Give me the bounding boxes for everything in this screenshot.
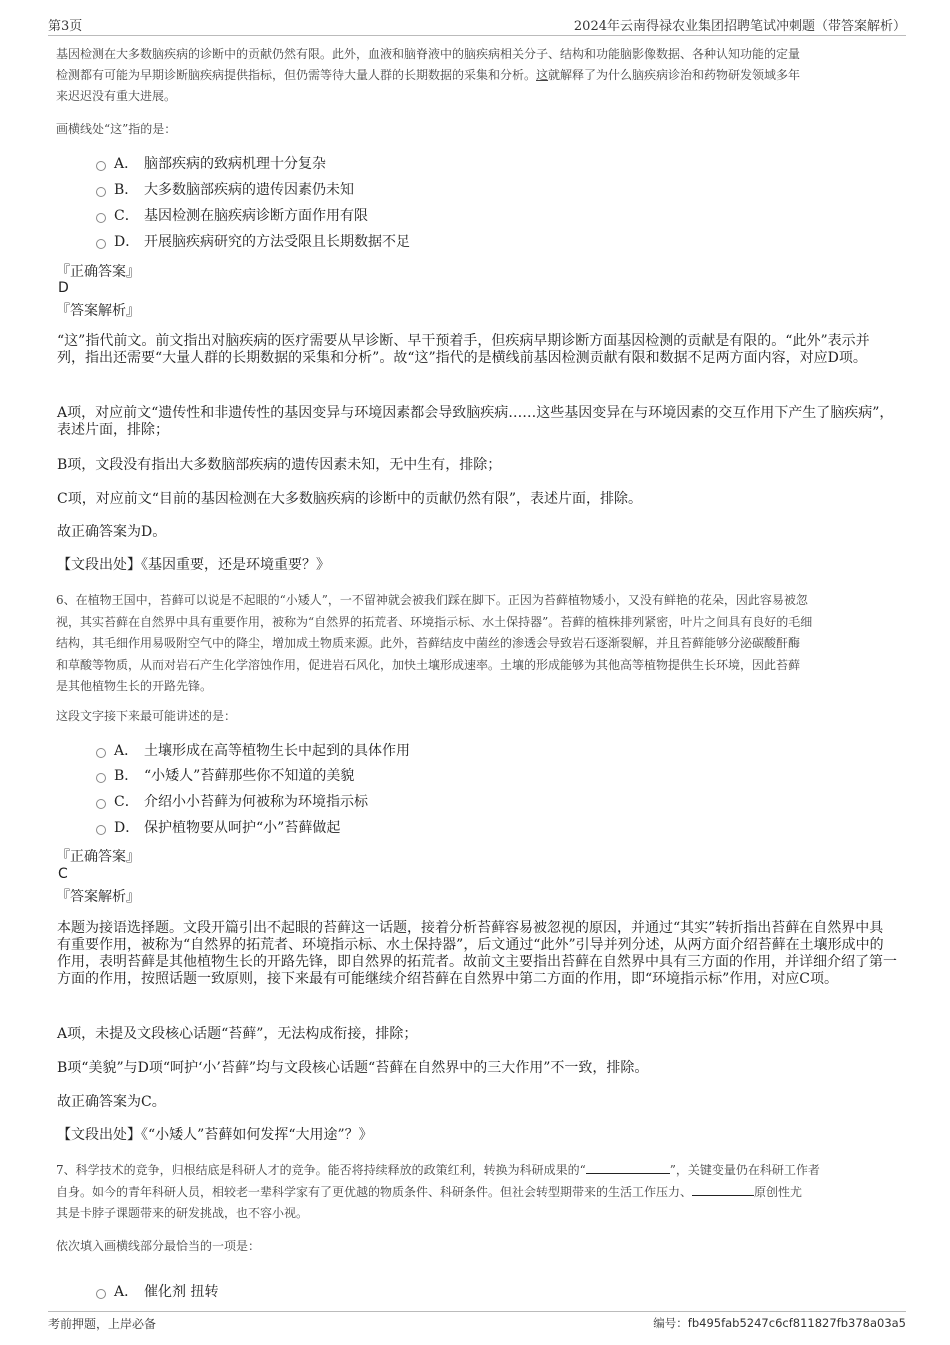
q6-option-b[interactable]: B． “小矮人”苔藓那些你不知道的美貌 (96, 766, 354, 786)
q6-analysis-paragraph: A项，未提及文段核心话题“苔藓”，无法构成衔接，排除； (57, 1026, 418, 1042)
q5-analysis-paragraph: “这”指代前文。前文指出对脑疾病的医疗需要从早诊断、早干预着手，但疾病早期诊断方面基因检测的贡献是有限的。“此外”表示并列，指出还需要“大量人群的长期数据的采集和分析”。故“这”指代的是横线前基因检测贡献有限和数据不足两方面内容，对应D项。 (57, 333, 870, 366)
page-number: 第3页 (48, 19, 83, 34)
q5-analysis-paragraph: B项，文段没有指出大多数脑部疾病的遗传因素未知，无中生有，排除； (57, 457, 502, 473)
radio-icon[interactable] (96, 773, 106, 783)
radio-icon[interactable] (96, 187, 106, 197)
q5-source: 【文段出处】《基因重要，还是环境重要？》 (57, 557, 330, 573)
radio-icon[interactable] (96, 239, 106, 249)
document-title: 2024年云南得禄农业集团招聘笔试冲刺题（带答案解析） (573, 19, 906, 34)
q6-analysis-paragraph: 故正确答案为C。 (57, 1094, 166, 1110)
q7-passage-line: 自身。如今的青年科研人员，相较老一辈科学家有了更优越的物质条件、科研条件。但社会转型期带来的生活工作压力、 原创性尤 (56, 1184, 803, 1199)
document-code: 编号：fb495fab5247c6cf811827fb378a03a5 (653, 1316, 906, 1330)
radio-icon[interactable] (96, 161, 106, 171)
q7-passage-line: 其是卡脖子课题带来的研发挑战，也不容小视。 (56, 1206, 309, 1220)
q5-passage-line: 基因检测在大多数脑疾病的诊断中的贡献仍然有限。此外，血液和脑脊液中的脑疾病相关分子、结构和功能脑影像数据、各种认知功能的定量 (56, 47, 801, 61)
q6-prompt: 这段文字接下来最可能讲述的是： (56, 709, 237, 723)
q6-analysis-paragraph: 本题为接语选择题。文段开篇引出不起眼的苔藓这一话题，接着分析苔藓容易被忽视的原因，并通过“其实”转折指出苔藓在自然界中具有重要作用，被称为“自然界的拓荒者、环境指示标、水土保持器”，后文通过“此外”引导并列分述，从两方面介绍苔藓在土壤形成中的作用，表明苔藓是其他植物生长的开路先锋，即自然界的拓荒者。故前文主要指出苔藓在自然界中具有三方面的作用，并详细介绍了第一方面的作用，按照话题一致原则，接下来最有可能继续介绍苔藓在自然界中第二方面的作用，即“环境指示标”作用，对应C项。 (57, 920, 897, 987)
q7-prompt: 依次填入画横线部分最恰当的一项是： (56, 1239, 261, 1253)
q7-passage-line: 7、科学技术的竞争，归根结底是科研人才的竞争。能否将持续释放的政策红利，转换为科研成果的“ ”，关键变量仍在科研工作者 (56, 1163, 820, 1177)
q5-option-c[interactable]: C． 基因检测在脑疾病诊断方面作用有限 (96, 206, 368, 226)
q7-passage (56, 1160, 898, 1225)
radio-icon[interactable] (96, 748, 106, 758)
q6-option-c[interactable]: C． 介绍小小苔藓为何被称为环境指示标 (96, 792, 368, 812)
q6-option-d[interactable]: D． 保护植物要从呵护“小”苔藓做起 (96, 818, 340, 838)
q5-passage (56, 44, 896, 107)
q5-analysis-paragraph: C项，对应前文“目前的基因检测在大多数脑疾病的诊断中的贡献仍然有限”，表述片面，排除。 (57, 491, 643, 507)
q6-passage-line: 是其他植物生长的开路先锋。 (56, 679, 213, 693)
q6-passage-line: 和草酸等物质，从而对岩石产生化学溶蚀作用，促进岩石风化，加快土壤形成速率。土壤的形成能够为其他高等植物提供生长环境，因此苔藓 (56, 657, 801, 672)
q6-answer-label: 『正确答案』 (56, 849, 140, 865)
q6-analysis-label: 『答案解析』 (56, 889, 140, 905)
underlined-word: 这 (536, 68, 549, 82)
q6-answer: C (58, 866, 68, 882)
footer-slogan: 考前押题，上岸必备 (48, 1317, 157, 1331)
q6-option-a[interactable]: A． 土壤形成在高等植物生长中起到的具体作用 (96, 741, 410, 761)
q6-passage (56, 590, 898, 698)
q5-answer: D (58, 280, 69, 296)
radio-icon[interactable] (96, 1289, 106, 1299)
q7-option-a[interactable]: A． 催化剂 扭转 (96, 1282, 218, 1302)
radio-icon[interactable] (96, 213, 106, 223)
radio-icon[interactable] (96, 799, 106, 809)
q5-analysis-paragraph: A项，对应前文“遗传性和非遗传性的基因变异与环境因素都会导致脑疾病……这些基因变异在与环境因素的交互作用下产生了脑疾病”，表述片面，排除； (57, 405, 894, 438)
q6-passage-line: 结构，其毛细作用易吸附空气中的降尘，增加成土物质来源。此外，苔藓结皮中菌丝的渗透会导致岩石逐渐裂解，并且苔藓能够分泌碳酸酐酶 (56, 636, 801, 650)
page-footer (48, 1311, 906, 1332)
q5-passage-line: 检测都有可能为早期诊断脑疾病提供指标，但仍需等待大量人群的长期数据的采集和分析。这就解释了为什么脑疾病诊治和药物研发领域多年 (56, 68, 801, 82)
q6-analysis-paragraph: B项“美貌”与D项“呵护‘小’苔藓”均与文段核心话题“苔藓在自然界中的三大作用”不一致，排除。 (57, 1060, 649, 1076)
q6-passage-line: 6、在植物王国中，苔藓可以说是不起眼的“小矮人”，一不留神就会被我们踩在脚下。正因为苔藓植物矮小，又没有鲜艳的花朵，因此容易被忽 (56, 593, 808, 607)
q5-analysis-paragraph: 故正确答案为D。 (57, 524, 167, 540)
q5-prompt: 画横线处“这”指的是： (56, 122, 177, 136)
radio-icon[interactable] (96, 825, 106, 835)
q5-option-d[interactable]: D． 开展脑疾病研究的方法受限且长期数据不足 (96, 232, 410, 252)
q5-analysis-label: 『答案解析』 (56, 303, 140, 319)
q5-answer-label: 『正确答案』 (56, 264, 140, 280)
q6-passage-line: 视，其实苔藓在自然界中具有重要作用，被称为“自然界的拓荒者、环境指示标、水土保持器”。苔藓的植株排列紧密，叶片之间具有良好的毛细 (56, 614, 813, 629)
fill-blank (692, 1183, 754, 1196)
page-header (48, 13, 906, 36)
q5-option-a[interactable]: A． 脑部疾病的致病机理十分复杂 (96, 154, 326, 174)
q5-option-b[interactable]: B． 大多数脑部疾病的遗传因素仍未知 (96, 180, 354, 200)
q6-source: 【文段出处】《“小矮人”苔藓如何发挥“大用途”？》 (57, 1127, 373, 1143)
fill-blank (586, 1161, 670, 1174)
q5-passage-line: 来迟迟没有重大进展。 (56, 89, 177, 103)
